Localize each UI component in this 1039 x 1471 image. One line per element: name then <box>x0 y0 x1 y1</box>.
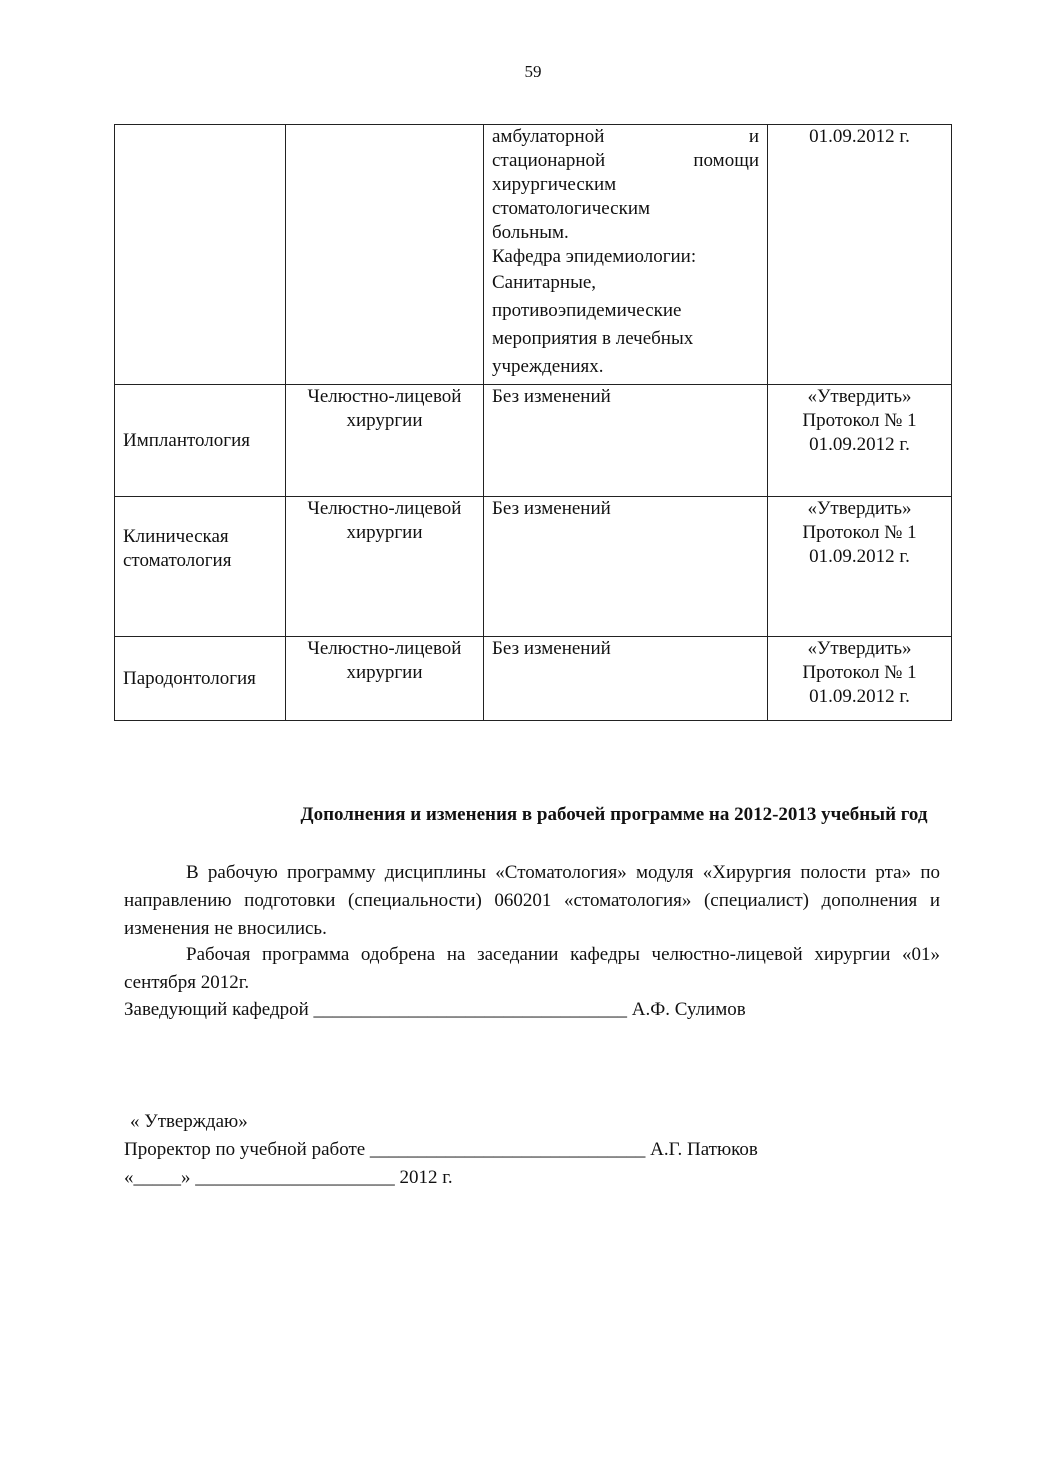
discipline-cell <box>115 497 286 637</box>
table-cell <box>115 125 286 385</box>
table-row <box>115 497 952 637</box>
head-signature-line: Заведующий кафедрой _________________________________ А.Ф. Сулимов <box>124 999 746 1020</box>
text-line: хирургии <box>346 662 423 683</box>
approval-date-line: «_____» _____________________ 2012 г. <box>124 1167 453 1188</box>
department-cell <box>286 497 484 637</box>
text-line: 01.09.2012 г. <box>809 434 910 455</box>
table-row <box>115 125 952 385</box>
text-line: амбулаторной и <box>492 126 759 147</box>
text-line: Санитарные, <box>492 272 597 293</box>
text-line: Без изменений <box>492 638 611 659</box>
paragraph-text: В рабочую программу дисциплины «Стоматология» модуля «Хирургия полости рта» по направлению подготовки (специальности) 060201 «стоматология» (специалист) дополнения и изменения не вносились. <box>124 862 940 939</box>
text-line: «Утвердить» <box>807 638 912 659</box>
table-row <box>115 637 952 721</box>
changes-cell <box>484 497 768 637</box>
decision-cell <box>768 385 952 497</box>
approve-heading: « Утверждаю» <box>130 1111 248 1132</box>
prorector-signature-line: Проректор по учебной работе _____________________________ А.Г. Патюков <box>124 1139 758 1160</box>
text-line: хирургии <box>346 522 423 543</box>
text-line: хирургическим <box>492 174 617 195</box>
text-line: Без изменений <box>492 386 611 407</box>
text-line: Протокол № 1 <box>802 522 917 543</box>
paragraph-text: Рабочая программа одобрена на заседании кафедры челюстно-лицевой хирургии «01» сентября 2012г. <box>124 944 940 993</box>
text-line: хирургии <box>346 410 423 431</box>
disciplines-table <box>114 124 952 721</box>
text-line: больным. <box>492 222 569 243</box>
discipline-cell <box>115 385 286 497</box>
discipline-name: стоматология <box>123 550 232 571</box>
table-cell <box>286 125 484 385</box>
paragraph-changes <box>124 859 940 943</box>
changes-cell <box>484 637 768 721</box>
discipline-name: Имплантология <box>123 429 250 451</box>
text-line: Кафедра эпидемиологии: <box>492 246 697 267</box>
text-line: Протокол № 1 <box>802 410 917 431</box>
text-line: 01.09.2012 г. <box>809 686 910 707</box>
text-line: «Утвердить» <box>807 386 912 407</box>
text-line: Протокол № 1 <box>802 662 917 683</box>
text-line: стационарной помощи <box>492 150 759 171</box>
text-line: стоматологическим <box>492 198 651 219</box>
text-line: 01.09.2012 г. <box>809 126 910 147</box>
discipline-name: Клиническая <box>123 526 229 547</box>
section-title: Дополнения и изменения в рабочей программе на 2012-2013 учебный год <box>300 804 928 825</box>
decision-cell <box>768 125 952 385</box>
decision-cell <box>768 497 952 637</box>
department-cell <box>286 637 484 721</box>
text-line: учреждениях. <box>492 356 604 377</box>
text-line: Челюстно-лицевой <box>307 498 462 519</box>
text-line: Челюстно-лицевой <box>307 386 462 407</box>
discipline-cell <box>115 637 286 721</box>
changes-cell <box>484 125 768 385</box>
decision-cell <box>768 637 952 721</box>
page-number: 59 <box>524 62 542 81</box>
text-line: 01.09.2012 г. <box>809 546 910 567</box>
text-line: «Утвердить» <box>807 498 912 519</box>
changes-cell <box>484 385 768 497</box>
table-row <box>115 385 952 497</box>
text-line: Без изменений <box>492 498 611 519</box>
text-line: мероприятия в лечебных <box>492 328 694 349</box>
approval-block <box>124 1108 758 1192</box>
paragraph-approval <box>124 941 940 997</box>
text-line: Челюстно-лицевой <box>307 638 462 659</box>
department-cell <box>286 385 484 497</box>
text-line: противоэпидемические <box>492 300 682 321</box>
discipline-name: Пародонтология <box>123 667 256 689</box>
